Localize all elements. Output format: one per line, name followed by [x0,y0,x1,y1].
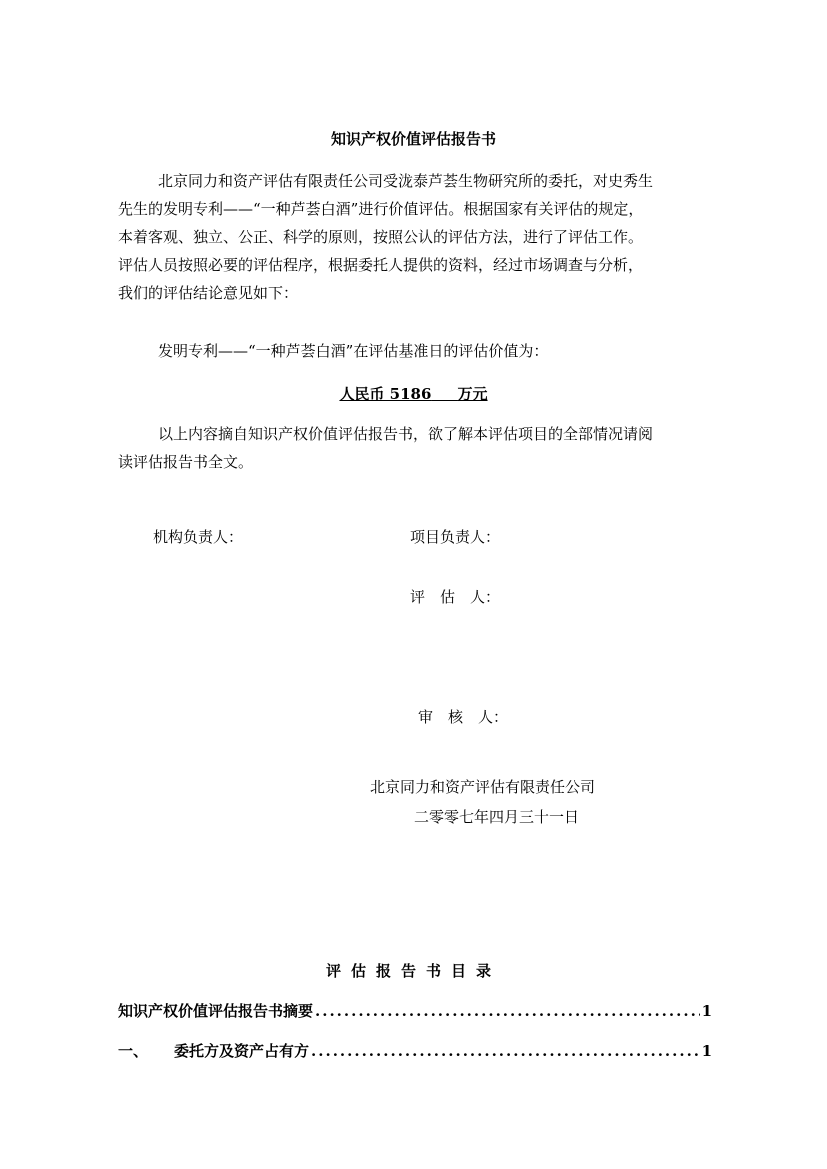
amount-value: 人民币 5186 [339,385,432,403]
institution-head-label: 机构负责人： [153,528,244,546]
intro-line: 本着客观、独立、公正、科学的原则，按照公认的评估方法，进行了评估工作。 [118,228,644,246]
toc-heading: 评估报告书目录 [325,962,501,980]
intro-line: 先生的发明专利——“一种芦荟白酒”进行价值评估。根据国家有关评估的规定， [118,200,644,218]
toc-entry-label: 知识产权价值评估报告书摘要 [118,1002,314,1020]
amount-unit: 万元 [457,385,488,403]
excerpt-line: 以上内容摘自知识产权价值评估报告书，欲了解本评估项目的全部情况请阅 [158,425,654,443]
excerpt-line: 读评估报告书全文。 [118,453,254,471]
toc-entry-page: 1 [701,1042,712,1060]
toc-leader-dots [315,1002,700,1020]
company-name: 北京同力和资产评估有限责任公司 [370,778,596,796]
toc-leader-dots [311,1042,700,1060]
toc-entry-page: 1 [701,1002,712,1020]
excerpt-paragraph [118,420,712,476]
toc-entry[interactable] [118,1000,712,1021]
project-head-label: 项目负责人： [410,528,501,546]
intro-line: 评估人员按照必要的评估程序，根据委托人提供的资料，经过市场调查与分析， [118,256,644,274]
toc-entry[interactable] [118,1040,712,1061]
valuation-paragraph [118,337,712,365]
reviewer-label: 审 核 人： [418,708,509,726]
intro-paragraph [118,167,712,307]
intro-line: 北京同力和资产评估有限责任公司受泷泰芦荟生物研究所的委托，对史秀生 [158,172,654,190]
amount-gap [431,385,457,403]
report-title: 知识产权价值评估报告书 [330,130,496,148]
valuation-amount [0,383,827,404]
valuation-statement: 发明专利——“一种芦荟白酒”在评估基准日的评估价值为： [158,342,549,360]
toc-entry-label: 委托方及资产占有方 [174,1042,310,1060]
toc-entry-number: 一、 [118,1042,149,1060]
intro-line: 我们的评估结论意见如下： [118,284,299,302]
appraiser-label: 评 估 人： [410,588,501,606]
report-date: 二零零七年四月三十一日 [414,808,580,826]
